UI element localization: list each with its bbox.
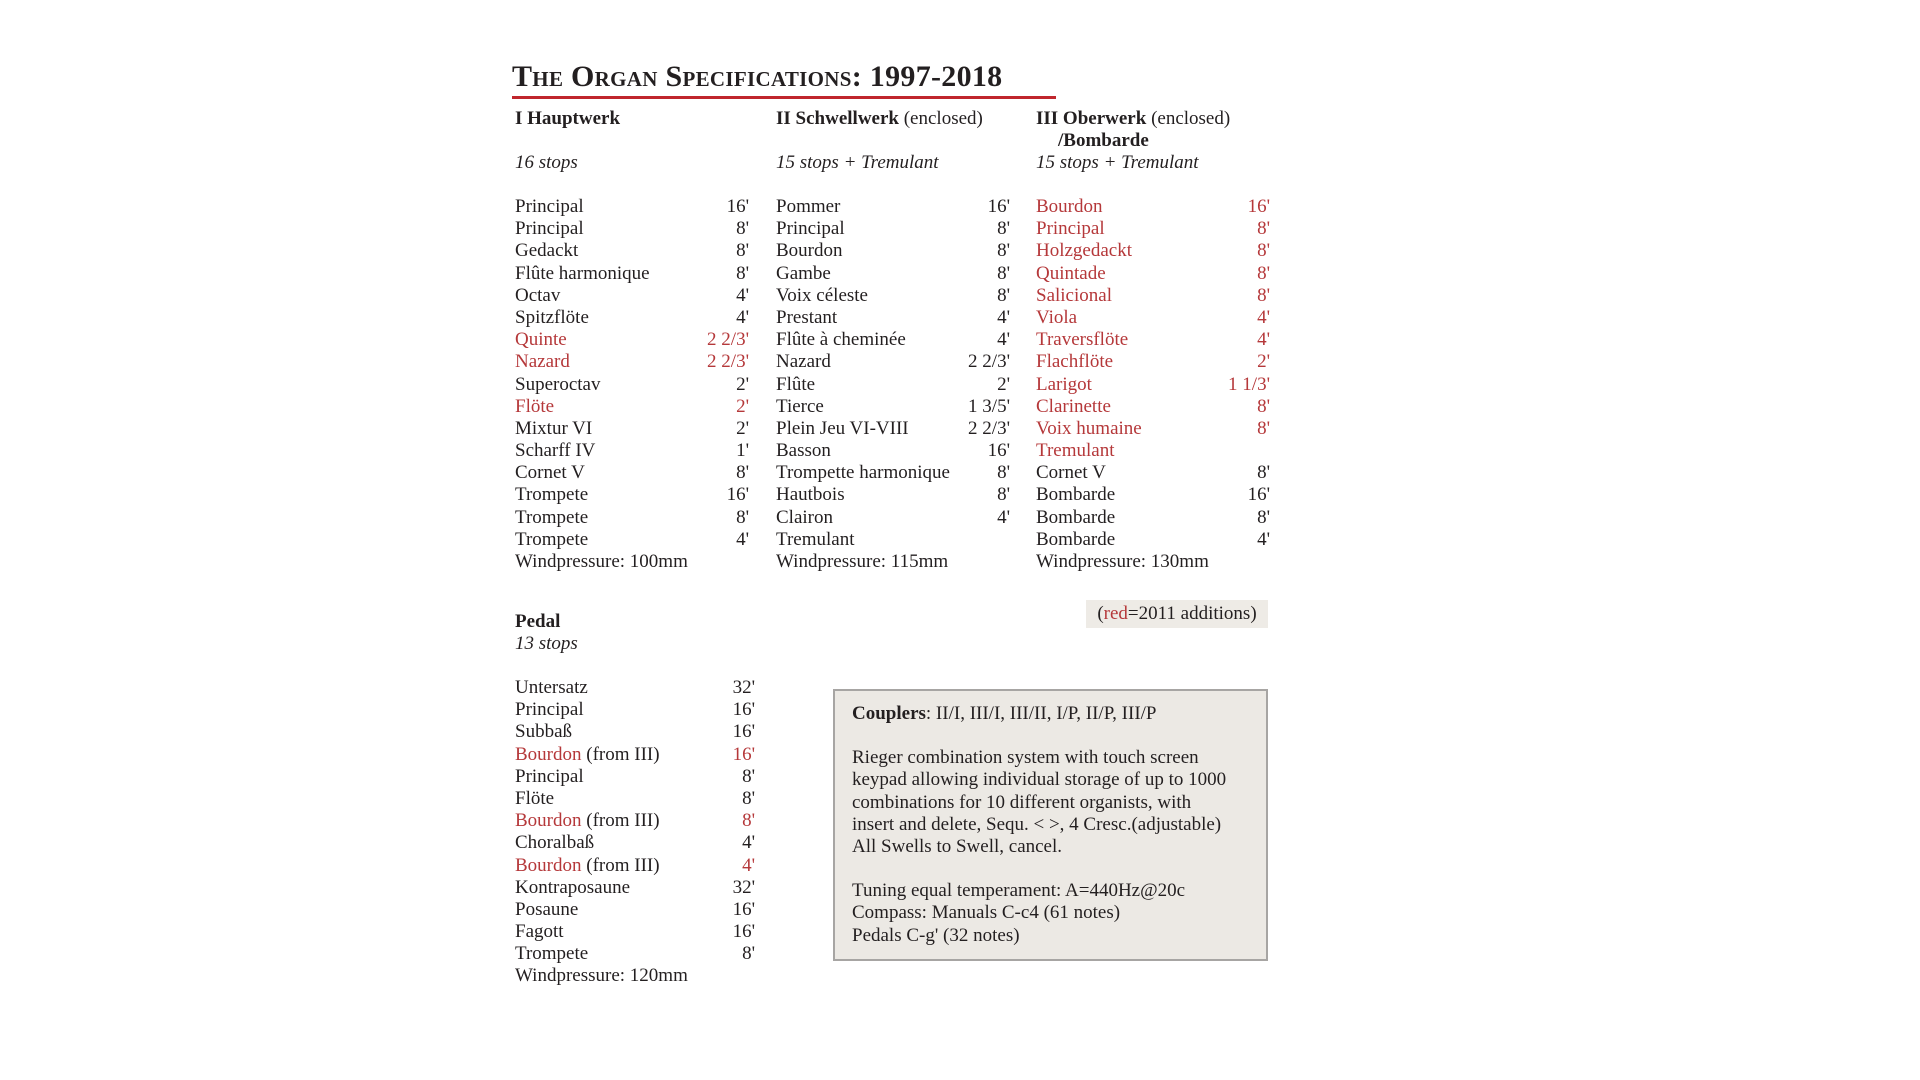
manual-name: II Schwellwerk	[776, 108, 899, 129]
stop-name: Posaune	[515, 898, 579, 920]
stop-name-cell	[515, 396, 554, 418]
stop-name: Tierce	[776, 395, 824, 417]
stop-pitch: 4'	[742, 854, 755, 876]
color-legend	[1086, 600, 1268, 628]
stop-name-cell	[515, 877, 630, 899]
stop-name: Trompete	[515, 506, 589, 528]
stop-name: Quintade	[1036, 262, 1106, 284]
stop-name-cell	[1036, 484, 1115, 506]
stop-row	[1036, 418, 1270, 440]
stop-name-cell	[1036, 307, 1077, 329]
pedal-column	[515, 611, 755, 988]
combination-line: All Swells to Swell, cancel.	[852, 836, 1063, 858]
stop-pitch: 4'	[997, 329, 1010, 351]
stop-row	[776, 418, 1010, 440]
stop-pitch: 8'	[1257, 462, 1270, 484]
stop-name-cell	[515, 766, 584, 788]
stop-name-cell	[1036, 551, 1209, 573]
stop-pitch: 32'	[732, 876, 755, 898]
stop-row	[515, 921, 755, 943]
stop-name-cell	[776, 196, 840, 218]
stop-row	[1036, 551, 1270, 573]
stop-row	[515, 877, 755, 899]
stop-name-cell	[1036, 240, 1132, 262]
stop-row	[1036, 285, 1270, 307]
stop-row	[515, 374, 749, 396]
stop-name: Tremulant	[776, 528, 855, 550]
stop-name: Nazard	[515, 351, 570, 373]
stop-pitch: 8'	[736, 262, 749, 284]
stop-row	[1036, 307, 1270, 329]
stop-pitch: 8'	[742, 810, 755, 832]
stop-pitch: 16'	[987, 440, 1010, 462]
stop-row	[515, 240, 749, 262]
stop-pitch: 16'	[732, 699, 755, 721]
manual-column-hauptwerk	[515, 108, 749, 573]
stop-pitch: 4'	[1257, 306, 1270, 328]
stop-row	[515, 677, 755, 699]
stop-name-cell	[776, 551, 948, 573]
stop-name-cell	[1036, 462, 1106, 484]
stop-pitch: 8'	[1257, 262, 1270, 284]
stop-name-cell	[1036, 351, 1113, 373]
stop-name-cell	[776, 396, 824, 418]
stop-name-cell	[515, 196, 584, 218]
stop-name-cell	[515, 855, 660, 877]
stop-pitch: 8'	[997, 262, 1010, 284]
stop-row	[515, 285, 749, 307]
stop-name: Flûte	[776, 373, 816, 395]
stop-pitch: 2'	[997, 373, 1010, 395]
manual-name-cont: /Bombarde	[1058, 130, 1149, 151]
legend-red-word: red	[1103, 603, 1128, 624]
stop-name: Trompete	[515, 484, 589, 506]
stop-pitch: 16'	[987, 196, 1010, 217]
stops-count: 16 stops	[515, 152, 578, 173]
stop-name-cell	[515, 240, 578, 262]
stop-name-cell	[515, 699, 584, 721]
stop-name: Trompete	[515, 943, 589, 965]
stop-pitch: 8'	[1257, 417, 1270, 439]
legend-text: (	[1097, 603, 1104, 624]
stop-pitch: 4'	[1257, 329, 1270, 351]
stop-row	[776, 218, 1010, 240]
stop-pitch: 8'	[736, 462, 749, 484]
stop-row	[515, 766, 755, 788]
stop-name: Plein Jeu VI-VIII	[776, 417, 909, 439]
stop-name-cell	[1036, 196, 1103, 218]
stop-name-cell	[776, 374, 815, 396]
stop-name: Larigot	[1036, 373, 1092, 395]
stop-name-cell	[515, 263, 650, 285]
stop-pitch: 2 2/3'	[707, 351, 749, 373]
stop-name: Mixtur VI	[515, 417, 593, 439]
stop-row	[1036, 329, 1270, 351]
stop-name-cell	[515, 351, 570, 373]
stop-pitch: 4'	[736, 528, 749, 550]
stop-name-cell	[515, 418, 592, 440]
stop-row	[1036, 240, 1270, 262]
stop-pitch: 16'	[1247, 196, 1270, 217]
stop-name-cell	[515, 832, 594, 854]
stop-row	[515, 418, 749, 440]
stop-pitch: 2'	[736, 395, 749, 417]
stop-row	[515, 462, 749, 484]
stop-name: Principal	[515, 765, 584, 787]
stop-pitch: 8'	[997, 284, 1010, 306]
stop-name-cell	[515, 965, 688, 987]
manual-name: III Oberwerk	[1036, 108, 1147, 129]
stop-row	[1036, 374, 1270, 396]
stop-row	[1036, 507, 1270, 529]
stop-row	[776, 285, 1010, 307]
stop-row	[776, 240, 1010, 262]
stop-row	[515, 899, 755, 921]
stop-row	[1036, 396, 1270, 418]
stop-name: Basson	[776, 440, 831, 462]
stop-name: Bourdon	[515, 743, 582, 765]
stop-name: Windpressure: 100mm	[515, 551, 688, 572]
stop-name: Flachflöte	[1036, 351, 1114, 373]
stop-name: Spitzflöte	[515, 306, 589, 328]
stop-row	[1036, 196, 1270, 218]
stop-name-cell	[515, 329, 567, 351]
stop-name-cell	[1036, 285, 1112, 307]
stop-pitch: 16'	[732, 921, 755, 943]
stop-name-cell	[776, 285, 868, 307]
stop-name-cell	[776, 440, 831, 462]
stop-name: Voix céleste	[776, 284, 868, 306]
stop-name: Salicional	[1036, 284, 1112, 306]
stop-row	[515, 263, 749, 285]
couplers-label: Couplers	[852, 703, 926, 724]
stop-pitch: 2 2/3'	[968, 351, 1010, 373]
stop-row	[1036, 440, 1270, 462]
combination-line: combinations for 10 different organists, with	[852, 791, 1192, 813]
stop-name-cell	[515, 484, 588, 506]
page-title: The Organ Specifications: 1997-2018	[512, 60, 1003, 93]
stop-row	[515, 484, 749, 506]
stop-name: Principal	[515, 218, 584, 240]
stop-name-cell	[515, 507, 588, 529]
stop-name-cell	[515, 551, 688, 573]
stop-row	[515, 551, 749, 573]
stop-name: Bourdon	[1036, 196, 1103, 217]
stop-name-cell	[1036, 396, 1111, 418]
stop-name: Flöte	[515, 395, 555, 417]
stop-name: Kontraposaune	[515, 876, 631, 898]
stop-name: Traversflöte	[1036, 329, 1129, 351]
stop-pitch: 16'	[732, 721, 755, 743]
combination-line: insert and delete, Sequ. < >, 4 Cresc.(adjustable)	[852, 813, 1222, 835]
stop-row	[776, 507, 1010, 529]
stop-name-cell	[515, 374, 600, 396]
stop-row	[515, 440, 749, 462]
stop-pitch: 4'	[997, 506, 1010, 528]
stop-row	[1036, 263, 1270, 285]
stop-name: Flûte à cheminée	[776, 329, 906, 351]
stop-pitch: 4'	[997, 306, 1010, 328]
stop-row	[776, 529, 1010, 551]
manual-note: (enclosed)	[1151, 108, 1231, 129]
stop-row	[776, 462, 1010, 484]
stop-row	[776, 396, 1010, 418]
stop-name-cell	[515, 285, 560, 307]
stop-pitch: 4'	[742, 832, 755, 854]
tuning-text: Tuning equal temperament: A=440Hz@20c	[852, 880, 1186, 902]
stop-row	[776, 196, 1010, 218]
couplers-list: : II/I, III/I, III/II, I/P, II/P, III/P	[925, 703, 1157, 724]
stop-row	[515, 721, 755, 743]
stop-name: Fagott	[515, 921, 564, 943]
stop-name: Clairon	[776, 506, 833, 528]
stop-pitch: 8'	[997, 462, 1010, 484]
stop-pitch: 1'	[736, 440, 749, 462]
stop-row	[515, 788, 755, 810]
stop-name: Holzgedackt	[1036, 240, 1133, 262]
stop-name: Untersatz	[515, 677, 588, 698]
stop-pitch: 8'	[997, 218, 1010, 240]
stop-pitch: 1 1/3'	[1228, 373, 1270, 395]
stop-pitch: 8'	[1257, 395, 1270, 417]
manual-name: I Hauptwerk	[515, 108, 621, 129]
stop-row	[515, 965, 755, 987]
stops-count: 15 stops + Tremulant	[776, 152, 939, 173]
stop-source: (from III)	[581, 854, 660, 876]
stop-name-cell	[776, 462, 950, 484]
stop-pitch: 2'	[736, 373, 749, 395]
stop-row	[515, 529, 749, 551]
stop-name-cell	[515, 462, 585, 484]
stop-pitch: 8'	[997, 484, 1010, 506]
stop-name: Voix humaine	[1036, 417, 1142, 439]
stop-row	[515, 196, 749, 218]
stop-row	[515, 329, 749, 351]
stop-pitch: 8'	[736, 506, 749, 528]
stop-row	[776, 329, 1010, 351]
stop-pitch: 8'	[742, 943, 755, 965]
stop-name-cell	[776, 484, 845, 506]
stop-name: Cornet V	[1036, 462, 1106, 484]
pedal-name: Pedal	[515, 611, 561, 632]
stop-name: Trompette harmonique	[776, 462, 950, 484]
stop-name: Octav	[515, 284, 561, 306]
stop-name-cell	[1036, 440, 1114, 462]
stop-pitch: 2 2/3'	[707, 329, 749, 351]
stop-name-cell	[515, 921, 564, 943]
stop-name: Superoctav	[515, 373, 601, 395]
stop-row	[515, 943, 755, 965]
stop-name: Clarinette	[1036, 395, 1111, 417]
stop-source: (from III)	[581, 743, 660, 765]
stop-name-cell	[515, 307, 589, 329]
stop-pitch: 4'	[1257, 528, 1270, 550]
stop-pitch: 32'	[732, 677, 755, 698]
stop-pitch: 8'	[997, 240, 1010, 262]
stop-name: Windpressure: 130mm	[1036, 551, 1209, 572]
stop-row	[776, 551, 1010, 573]
stop-row	[515, 307, 749, 329]
stop-name: Principal	[515, 196, 584, 217]
stop-row	[776, 307, 1010, 329]
stop-pitch: 16'	[726, 196, 749, 217]
stop-name: Windpressure: 115mm	[776, 551, 949, 572]
stop-name: Trompete	[515, 528, 589, 550]
stop-name-cell	[1036, 329, 1128, 351]
stop-pitch: 16'	[1247, 484, 1270, 506]
stop-name: Subbaß	[515, 721, 572, 743]
stop-pitch: 1 3/5'	[968, 395, 1010, 417]
stop-name-cell	[776, 307, 837, 329]
stop-name-cell	[776, 218, 845, 240]
stop-row	[515, 810, 755, 832]
stop-pitch: 8'	[742, 787, 755, 809]
stop-name-cell	[515, 440, 595, 462]
stop-row	[1036, 218, 1270, 240]
stop-pitch: 4'	[736, 284, 749, 306]
stop-row	[515, 832, 755, 854]
stop-row	[515, 507, 749, 529]
stop-name-cell	[1036, 418, 1142, 440]
stop-pitch: 8'	[742, 765, 755, 787]
stop-name: Principal	[776, 218, 845, 240]
stop-pitch: 8'	[736, 218, 749, 240]
stop-name: Bourdon	[776, 240, 843, 262]
stop-name: Gedackt	[515, 240, 579, 262]
stop-name-cell	[515, 810, 660, 832]
stop-name-cell	[1036, 374, 1092, 396]
stop-name: Flöte	[515, 787, 555, 809]
stop-name: Bombarde	[1036, 484, 1116, 506]
stop-name: Gambe	[776, 262, 831, 284]
stop-row	[515, 744, 755, 766]
stops-count: 15 stops + Tremulant	[1036, 152, 1199, 173]
stop-row	[1036, 351, 1270, 373]
stop-row	[776, 484, 1010, 506]
stop-pitch: 8'	[1257, 240, 1270, 262]
stop-name: Windpressure: 120mm	[515, 965, 688, 987]
compass-pedals: Pedals C-g' (32 notes)	[852, 924, 1020, 946]
stop-name-cell	[776, 418, 909, 440]
title-underline	[512, 96, 1056, 99]
stop-name-cell	[776, 329, 906, 351]
stop-name-cell	[776, 240, 843, 262]
stop-name-cell	[776, 351, 831, 373]
stop-name: Principal	[515, 699, 584, 721]
stop-row	[776, 351, 1010, 373]
stop-name-cell	[1036, 263, 1106, 285]
stop-name-cell	[515, 744, 660, 766]
stop-name: Tremulant	[1036, 440, 1115, 462]
stop-pitch: 16'	[726, 484, 749, 506]
manual-column-schwellwerk	[776, 108, 1010, 573]
stop-name-cell	[1036, 218, 1105, 240]
stop-name-cell	[515, 943, 588, 965]
stop-name-cell	[515, 677, 588, 699]
stop-pitch: 8'	[1257, 218, 1270, 240]
stop-row	[1036, 462, 1270, 484]
stop-name: Bourdon	[515, 810, 582, 832]
stop-name: Flûte harmonique	[515, 262, 650, 284]
stop-pitch: 2 2/3'	[968, 417, 1010, 439]
manual-column-oberwerk	[1036, 108, 1270, 573]
stop-name: Hautbois	[776, 484, 845, 506]
stop-name: Cornet V	[515, 462, 585, 484]
stop-row	[776, 440, 1010, 462]
stop-row	[515, 699, 755, 721]
stop-pitch: 8'	[736, 240, 749, 262]
stop-name-cell	[776, 263, 831, 285]
info-box	[833, 689, 1268, 961]
stop-name: Prestant	[776, 306, 838, 328]
legend-text: =2011 additions)	[1127, 603, 1257, 624]
compass-manuals: Compass: Manuals C-c4 (61 notes)	[852, 902, 1121, 924]
stop-pitch: 8'	[1257, 284, 1270, 306]
stop-name: Bourdon	[515, 854, 582, 876]
stop-name-cell	[515, 721, 572, 743]
combination-line: keypad allowing individual storage of up to 1000	[852, 769, 1227, 791]
stops-count: 13 stops	[515, 633, 578, 654]
stop-row	[515, 218, 749, 240]
stop-name: Scharff IV	[515, 440, 596, 462]
stop-name-cell	[776, 529, 854, 551]
combination-line: Rieger combination system with touch screen	[852, 747, 1199, 769]
stop-pitch: 16'	[732, 898, 755, 920]
stop-row	[515, 855, 755, 877]
stop-pitch: 8'	[1257, 506, 1270, 528]
stop-name: Principal	[1036, 218, 1105, 240]
stop-name: Nazard	[776, 351, 831, 373]
stop-row	[776, 263, 1010, 285]
stop-name-cell	[515, 899, 578, 921]
stop-pitch: 2'	[1257, 351, 1270, 373]
stop-name-cell	[515, 218, 584, 240]
stop-row	[1036, 529, 1270, 551]
stop-name-cell	[1036, 507, 1115, 529]
stop-source: (from III)	[581, 810, 660, 832]
stop-name: Bombarde	[1036, 506, 1116, 528]
stop-name-cell	[515, 788, 554, 810]
stop-name: Quinte	[515, 329, 567, 351]
stop-name: Choralbaß	[515, 832, 595, 854]
stop-name-cell	[1036, 529, 1115, 551]
stop-row	[515, 351, 749, 373]
stop-name: Bombarde	[1036, 528, 1116, 550]
stop-row	[515, 396, 749, 418]
stop-name-cell	[776, 507, 833, 529]
stop-name: Viola	[1036, 306, 1078, 328]
stop-row	[776, 374, 1010, 396]
stop-name: Pommer	[776, 196, 841, 217]
stop-pitch: 16'	[732, 743, 755, 765]
stop-pitch: 2'	[736, 417, 749, 439]
stop-row	[1036, 484, 1270, 506]
stop-name-cell	[515, 529, 588, 551]
manual-note: (enclosed)	[903, 108, 983, 129]
stop-pitch: 4'	[736, 306, 749, 328]
